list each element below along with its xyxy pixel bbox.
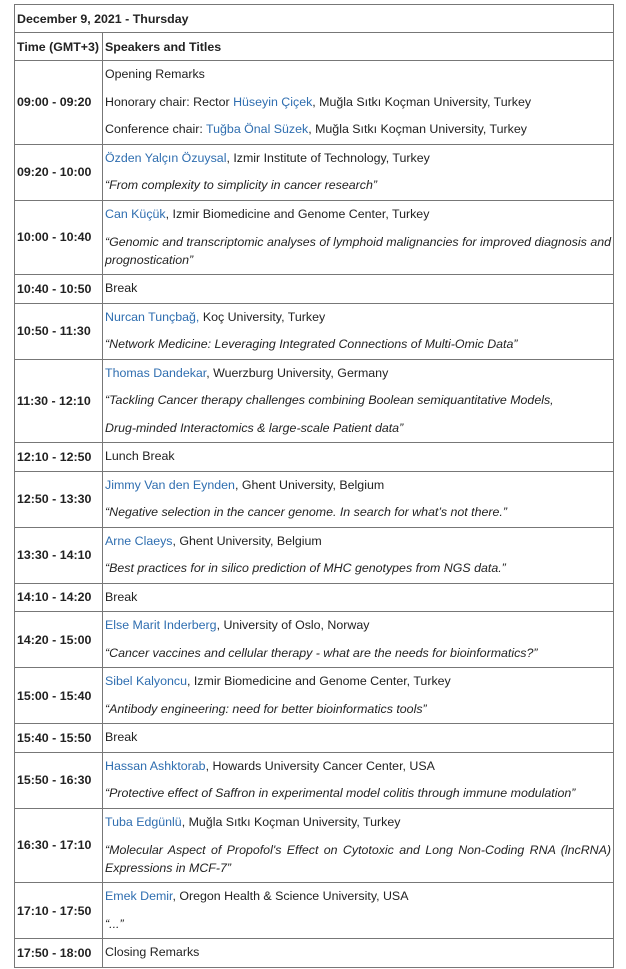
session-line	[105, 584, 611, 612]
session-line	[105, 275, 611, 303]
table-row	[15, 200, 614, 275]
talk-title: “Best practices for in silico prediction of MHC genotypes from NGS data.”	[105, 561, 506, 575]
session-line	[105, 443, 611, 471]
session-cell	[103, 808, 614, 883]
time-slot: 14:20 - 15:00	[15, 612, 103, 668]
speaker-name-link[interactable]: Nurcan Tunçbağ,	[105, 309, 200, 324]
session-cell	[103, 303, 614, 359]
speaker-name-link[interactable]: Tuba Edgünlü	[105, 814, 182, 829]
session-line	[105, 780, 611, 808]
session-line	[105, 415, 611, 443]
session-cell	[103, 527, 614, 583]
session-cell	[103, 668, 614, 724]
time-slot: 10:50 - 11:30	[15, 303, 103, 359]
talk-title: “Cancer vaccines and cellular therapy - what are the needs for bioinformatics?”	[105, 645, 538, 660]
session-line	[105, 172, 611, 200]
speaker-name-link[interactable]: Emek Demir	[105, 889, 173, 903]
speaker-affiliation: , University of Oslo, Norway	[216, 618, 370, 632]
speaker-name-link[interactable]: Arne Claeys	[105, 533, 173, 548]
talk-title: “Tackling Cancer therapy challenges combining Boolean semiquantitative Models,	[105, 393, 554, 407]
time-column-header: Time (GMT+3)	[15, 33, 103, 61]
table-row	[15, 939, 614, 968]
table-row	[15, 724, 614, 753]
speaker-name-link[interactable]: Jimmy Van den Eynden	[105, 477, 235, 492]
session-label: Opening Remarks	[105, 67, 205, 81]
schedule-table	[14, 4, 614, 968]
table-row	[15, 471, 614, 527]
session-line	[105, 145, 611, 173]
session-cell	[103, 443, 614, 472]
speaker-name-link[interactable]: Sibel Kalyoncu	[105, 674, 187, 688]
session-cell	[103, 61, 614, 145]
time-slot: 10:00 - 10:40	[15, 200, 103, 275]
session-line	[105, 89, 611, 117]
talk-title: Drug-minded Interactomics & large-scale Patient data”	[105, 420, 404, 435]
talk-title: “Genomic and transcriptomic analyses of lymphoid malignancies for improved diagnosis and prognostication”	[105, 235, 611, 267]
speakers-column-header: Speakers and Titles	[103, 33, 614, 61]
session-cell	[103, 583, 614, 612]
speaker-name-link[interactable]: Hassan Ashktorab	[105, 758, 206, 773]
table-row	[15, 668, 614, 724]
session-line	[105, 331, 611, 359]
session-cell	[103, 200, 614, 275]
talk-title: “Antibody engineering: need for better bioinformatics tools”	[105, 701, 427, 716]
table-row	[15, 275, 614, 304]
time-slot: 09:20 - 10:00	[15, 144, 103, 200]
time-slot: 17:10 - 17:50	[15, 883, 103, 939]
session-line	[105, 228, 611, 274]
session-cell	[103, 471, 614, 527]
speaker-name-link[interactable]: Tuğba Önal Süzek	[206, 122, 309, 136]
session-line	[105, 499, 611, 527]
session-label: Break	[105, 281, 138, 295]
speaker-affiliation: , Izmir Biomedicine and Genome Center, Turkey	[165, 206, 430, 221]
time-slot: 09:00 - 09:20	[15, 61, 103, 145]
speaker-affiliation: , Oregon Health & Science University, USA	[172, 889, 409, 903]
session-line	[105, 528, 611, 556]
table-row	[15, 752, 614, 808]
time-slot: 10:40 - 10:50	[15, 275, 103, 304]
session-cell	[103, 612, 614, 668]
session-cell	[103, 752, 614, 808]
speaker-affiliation: , Ghent University, Belgium	[234, 477, 385, 492]
talk-title: “From complexity to simplicity in cancer research”	[105, 178, 377, 192]
session-line	[105, 809, 611, 837]
session-line	[105, 836, 611, 882]
date-heading: December 9, 2021 - Thursday	[15, 5, 614, 33]
session-line	[105, 555, 611, 583]
speaker-affiliation: , Ghent University, Belgium	[172, 533, 322, 548]
session-line	[105, 696, 611, 724]
time-slot: 15:40 - 15:50	[15, 724, 103, 753]
table-row	[15, 883, 614, 939]
table-row	[15, 612, 614, 668]
speaker-name-link[interactable]: Özden Yalçın Özuysal	[105, 150, 227, 165]
session-line	[105, 61, 611, 89]
table-row	[15, 303, 614, 359]
session-line	[105, 201, 611, 229]
session-label: Break	[105, 730, 138, 744]
speaker-affiliation: , Muğla Sıtkı Koçman University, Turkey	[308, 122, 527, 136]
column-header-row	[15, 33, 614, 61]
time-slot: 13:30 - 14:10	[15, 527, 103, 583]
talk-title: “Negative selection in the cancer genome. In search for what’s not there.”	[105, 505, 507, 519]
session-line	[105, 753, 611, 781]
session-line	[105, 612, 611, 640]
session-line	[105, 360, 611, 388]
session-line	[105, 911, 611, 939]
session-cell	[103, 939, 614, 968]
time-slot: 16:30 - 17:10	[15, 808, 103, 883]
time-slot: 12:10 - 12:50	[15, 443, 103, 472]
talk-title: “Protective effect of Saffron in experimental model colitis through immune modulation”	[105, 786, 576, 800]
session-label: Closing Remarks	[105, 945, 200, 959]
speaker-affiliation: , Izmir Institute of Technology, Turkey	[226, 150, 430, 165]
session-line	[105, 472, 611, 500]
speaker-name-link[interactable]: Else Marit Inderberg	[105, 618, 217, 632]
session-line	[105, 640, 611, 668]
talk-title: “Molecular Aspect of Propofol's Effect on Cytotoxic and Long Non-Coding RNA (lncRNA) Expressions in MCF-7”	[105, 843, 611, 875]
speaker-name-link[interactable]: Can Küçük	[105, 206, 166, 221]
table-row	[15, 61, 614, 145]
time-slot: 17:50 - 18:00	[15, 939, 103, 968]
session-line	[105, 668, 611, 696]
chair-role-label: Conference chair:	[105, 122, 207, 136]
session-line	[105, 387, 611, 415]
table-row	[15, 583, 614, 612]
chair-role-label: Honorary chair: Rector	[105, 94, 234, 109]
table-row	[15, 808, 614, 883]
session-cell	[103, 144, 614, 200]
session-line	[105, 939, 611, 967]
speaker-affiliation: , Wuerzburg University, Germany	[206, 365, 389, 380]
speaker-affiliation: , Muğla Sıtkı Koçman University, Turkey	[181, 814, 401, 829]
speaker-name-link[interactable]: Hüseyin Çiçek	[233, 94, 313, 109]
session-cell	[103, 724, 614, 753]
speaker-affiliation: Koç University, Turkey	[199, 309, 326, 324]
speaker-affiliation: , Izmir Biomedicine and Genome Center, Turkey	[186, 674, 451, 688]
session-line	[105, 304, 611, 332]
table-row	[15, 144, 614, 200]
speaker-affiliation: , Muğla Sıtkı Koçman University, Turkey	[312, 94, 532, 109]
time-slot: 15:00 - 15:40	[15, 668, 103, 724]
time-slot: 14:10 - 14:20	[15, 583, 103, 612]
session-cell	[103, 275, 614, 304]
table-row	[15, 359, 614, 443]
talk-title: “...”	[105, 916, 124, 931]
session-cell	[103, 359, 614, 443]
speaker-affiliation: , Howards University Cancer Center, USA	[205, 758, 435, 773]
session-line	[105, 724, 611, 752]
table-row	[15, 527, 614, 583]
time-slot: 11:30 - 12:10	[15, 359, 103, 443]
table-row	[15, 443, 614, 472]
session-line	[105, 116, 611, 144]
date-row	[15, 5, 614, 33]
speaker-name-link[interactable]: Thomas Dandekar	[105, 365, 207, 380]
time-slot: 12:50 - 13:30	[15, 471, 103, 527]
session-label: Lunch Break	[105, 449, 175, 463]
session-cell	[103, 883, 614, 939]
time-slot: 15:50 - 16:30	[15, 752, 103, 808]
session-line	[105, 883, 611, 911]
session-label: Break	[105, 589, 138, 604]
schedule-body	[15, 61, 614, 968]
talk-title: “Network Medicine: Leveraging Integrated Connections of Multi-Omic Data”	[105, 337, 518, 351]
